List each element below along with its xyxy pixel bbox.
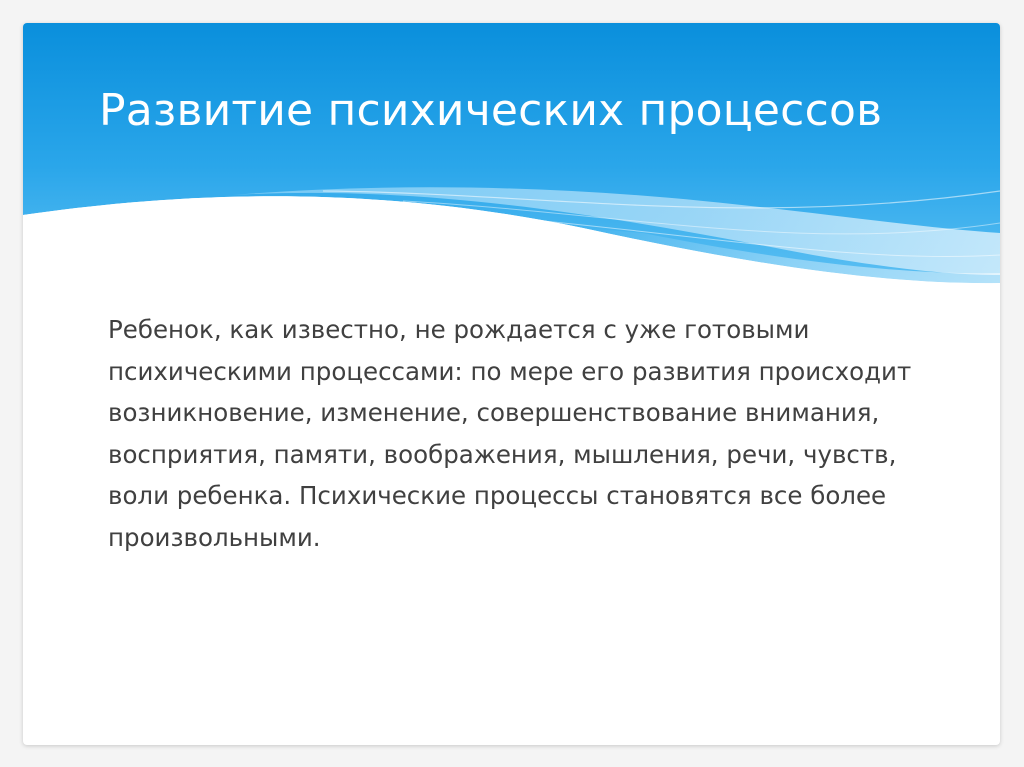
slide — [23, 23, 1000, 745]
slide-title: Развитие психических процессов — [99, 85, 883, 136]
slide-body-text: Ребенок, как известно, не рождается с уже готовыми психическими процессами: по мере его развития происходит возникновение, изменение, совершенствование внимания, восприятия, памяти, воображения, мышления, речи, чувств, воли ребенка. Психические процессы становятся все более произвольными. — [108, 315, 912, 552]
header-wave-banner — [23, 23, 1000, 313]
